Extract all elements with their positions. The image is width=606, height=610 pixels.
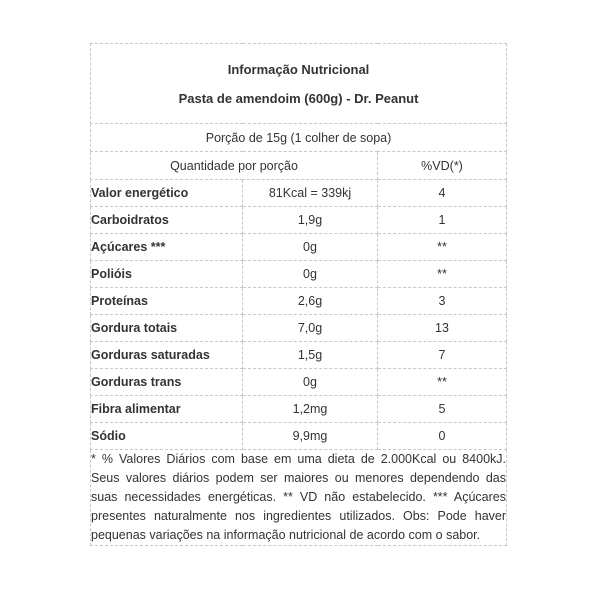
nutrient-amount: 1,2mg: [243, 396, 378, 423]
nutrient-vd: **: [378, 261, 507, 288]
nutrient-name: Fibra alimentar: [91, 396, 243, 423]
table-row-gorduras-trans: [91, 369, 507, 396]
nutrient-amount: 1,9g: [243, 207, 378, 234]
nutrition-table: [90, 43, 507, 546]
table-row-fibra-alimentar: [91, 396, 507, 423]
nutrient-vd: 4: [378, 180, 507, 207]
nutrient-name: Gorduras trans: [91, 369, 243, 396]
column-header-quantity: Quantidade por porção: [91, 152, 378, 180]
nutrient-vd: 13: [378, 315, 507, 342]
nutrient-name: Valor energético: [91, 180, 243, 207]
nutrient-vd: 7: [378, 342, 507, 369]
nutrient-vd: 1: [378, 207, 507, 234]
nutrient-amount: 7,0g: [243, 315, 378, 342]
table-row-sodio: [91, 423, 507, 450]
footnote-text: * % Valores Diários com base em uma dieta de 2.000Kcal ou 8400kJ. Seus valores diários podem ser maiores ou menores dependendo das suas necessidades energéticas. ** VD não estabelecido. *** Açúcares presentes naturalmente nos ingredientes utilizados. Obs: Pode haver pequenas variações na informação nutricional de acordo com o sabor.: [91, 450, 507, 546]
nutrient-name: Açúcares ***: [91, 234, 243, 261]
table-row-poliois: [91, 261, 507, 288]
column-header-row: [91, 152, 507, 180]
nutrient-amount: 0g: [243, 234, 378, 261]
nutrient-name: Proteínas: [91, 288, 243, 315]
portion-text: Porção de 15g (1 colher de sopa): [91, 124, 507, 152]
nutrient-name: Sódio: [91, 423, 243, 450]
nutrient-amount: 9,9mg: [243, 423, 378, 450]
nutrient-vd: 3: [378, 288, 507, 315]
page-title: Informação Nutricional: [227, 61, 370, 77]
portion-row: [91, 124, 507, 152]
product-name: Pasta de amendoim (600g) - Dr. Peanut: [178, 90, 419, 106]
nutrient-name: Carboidratos: [91, 207, 243, 234]
nutrient-vd: **: [378, 369, 507, 396]
nutrient-name: Gordura totais: [91, 315, 243, 342]
nutrient-amount: 1,5g: [243, 342, 378, 369]
nutrient-name: Polióis: [91, 261, 243, 288]
title-row: [91, 44, 507, 124]
nutrient-vd: 0: [378, 423, 507, 450]
table-row-valor-energetico: [91, 180, 507, 207]
table-row-gorduras-saturadas: [91, 342, 507, 369]
nutrient-amount: 0g: [243, 369, 378, 396]
table-row-carboidratos: [91, 207, 507, 234]
nutrient-amount: 81Kcal = 339kj: [243, 180, 378, 207]
table-row-proteinas: [91, 288, 507, 315]
nutrient-name: Gorduras saturadas: [91, 342, 243, 369]
nutrient-vd: 5: [378, 396, 507, 423]
table-row-gordura-totais: [91, 315, 507, 342]
table-row-acucares: [91, 234, 507, 261]
column-header-vd: %VD(*): [378, 152, 507, 180]
nutrient-amount: 2,6g: [243, 288, 378, 315]
nutrient-vd: **: [378, 234, 507, 261]
nutrient-amount: 0g: [243, 261, 378, 288]
title-cell: [91, 44, 507, 124]
footnote-row: [91, 450, 507, 546]
